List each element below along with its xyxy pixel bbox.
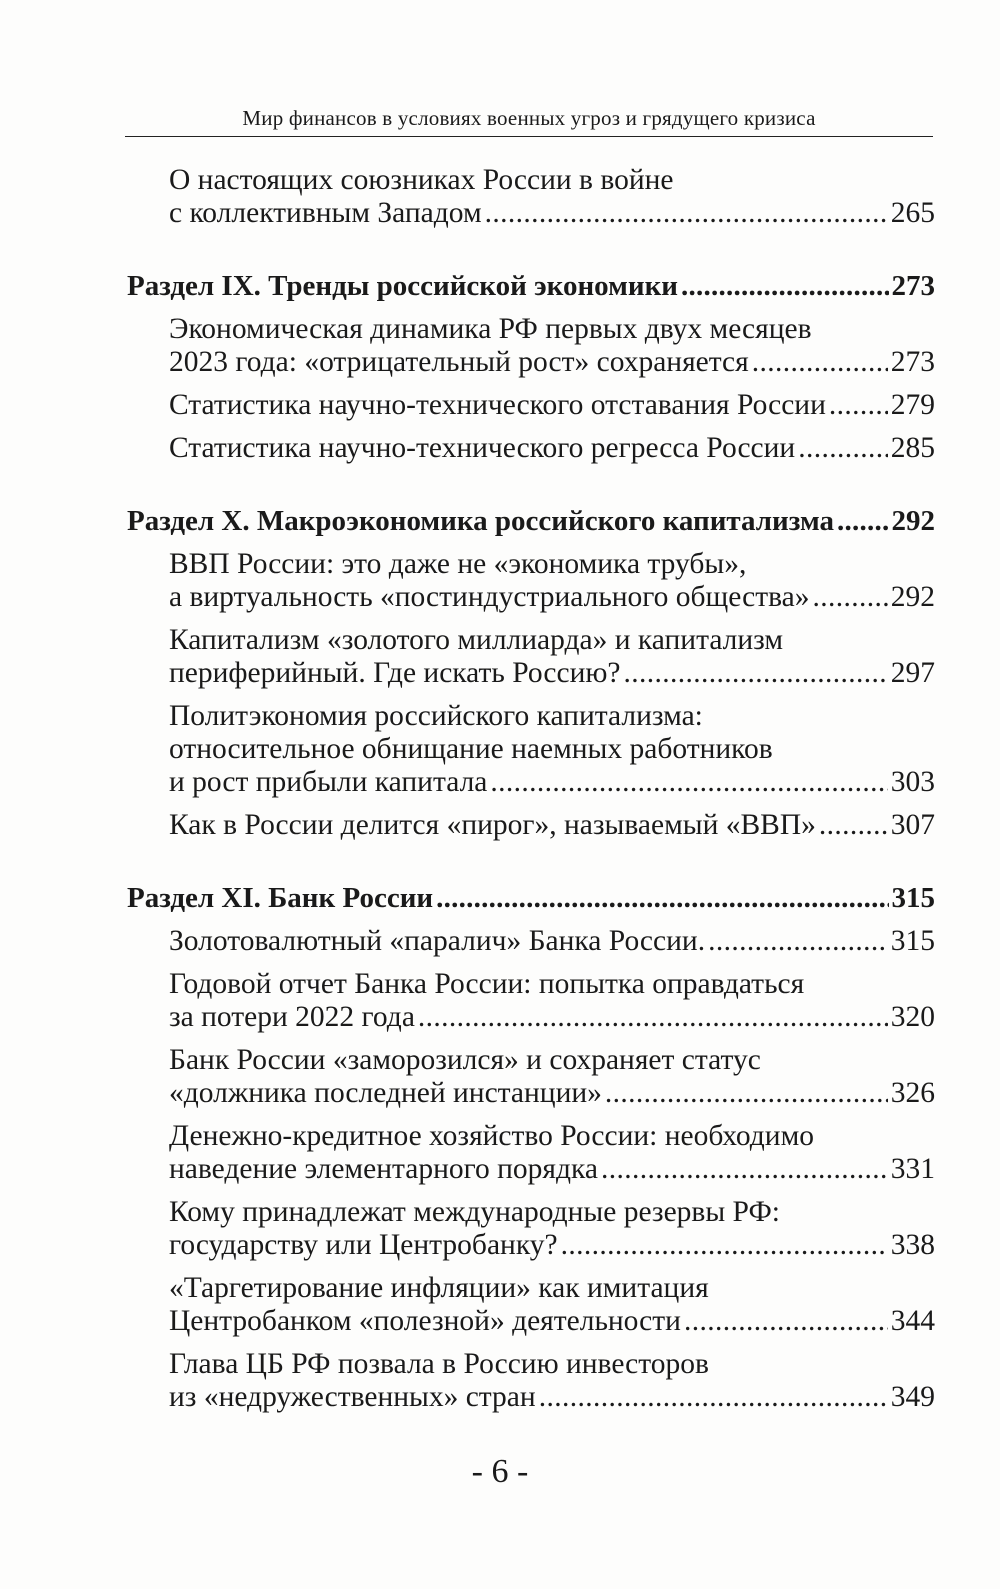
toc-entry-last-line [127,882,935,915]
toc-entry-line: О настоящих союзниках России в войне [169,164,674,196]
dot-leader [752,346,888,379]
toc-entry-title: Статистика научно-технического отставания России [169,389,826,421]
toc-entry [127,1272,935,1338]
toc-entry-title: и рост прибыли капитала [169,766,488,798]
toc-entry-line: ВВП России: это даже не «экономика трубы», [169,548,747,580]
page-number: - 6 - [471,1453,529,1490]
toc-page-number: 265 [890,197,935,229]
toc-entry-title: Раздел XI. Банк России [127,882,434,914]
toc-entry-last-line [169,657,935,690]
dot-leader [418,1001,888,1034]
dot-leader [539,1381,888,1414]
toc-entry-last-line [169,925,935,958]
toc-entry [127,548,935,614]
toc-page-number: 307 [890,809,935,841]
toc-page-number: 297 [890,657,935,689]
toc-entry-last-line [169,809,935,842]
running-head: Мир финансов в условиях военных угроз и грядущего кризиса [242,106,816,130]
toc-entry-line: Банк России «заморозился» и сохраняет статус [169,1044,761,1076]
toc-entry-last-line [169,581,935,614]
toc-entry-line: Экономическая динамика РФ первых двух месяцев [169,313,812,345]
toc-entry-title: государству или Центробанку? [169,1229,558,1261]
dot-leader [436,882,888,915]
toc-section-heading [127,882,935,915]
dot-leader [684,1305,888,1338]
toc-entry-title: Раздел X. Макроэкономика российского капитализма [127,505,835,537]
toc-entry-line: Капитализм «золотого миллиарда» и капитализм [169,624,784,656]
toc-entry-title: Как в России делится «пирог», называемый «ВВП» [169,809,816,841]
toc-page-number: 315 [890,925,935,957]
toc-page-number: 292 [890,581,935,613]
toc-entry [127,1044,935,1110]
header-rule [125,136,933,137]
toc-entry [127,164,935,230]
toc-page-number: 303 [890,766,935,798]
toc-entry [127,389,935,422]
dot-leader [601,1153,888,1186]
toc-entry-last-line [169,766,935,799]
toc-entry [127,432,935,465]
dot-leader [485,197,888,230]
toc-page-number: 331 [890,1153,935,1185]
toc-page-number: 338 [890,1229,935,1261]
dot-leader [561,1229,888,1262]
toc-entry-title: Золотовалютный «паралич» Банка России. [169,925,706,957]
toc-entry-last-line [169,1381,935,1414]
dot-leader [798,432,888,465]
toc-page-number: 326 [890,1077,935,1109]
toc-entry-last-line [127,505,935,538]
toc-page-number: 273 [890,346,935,378]
toc-entry-last-line [169,197,935,230]
toc-page-number: 349 [890,1381,935,1413]
toc-page-number: 320 [890,1001,935,1033]
toc-entry-line: Денежно-кредитное хозяйство России: необходимо [169,1120,815,1152]
dot-leader [837,505,888,538]
toc-entry [127,313,935,379]
toc-entry [127,624,935,690]
toc-page-number: 285 [890,432,935,464]
toc-entry [127,1196,935,1262]
toc-entry-line: относительное обнищание наемных работников [169,733,773,765]
dot-leader [624,657,888,690]
toc-entry-line: Глава ЦБ РФ позвала в Россию инвесторов [169,1348,709,1380]
toc-section-heading [127,505,935,538]
toc-entry [127,809,935,842]
toc-entry-last-line [169,1305,935,1338]
toc-entry-last-line [169,1229,935,1262]
toc-entry-last-line [169,346,935,379]
dot-leader [681,270,889,303]
toc-entry-title: а виртуальность «постиндустриального общества» [169,581,810,613]
toc-entry-title: 2023 года: «отрицательный рост» сохраняется [169,346,749,378]
toc-entry-title: с коллективным Западом [169,197,482,229]
dot-leader [812,581,887,614]
toc-entry-last-line [169,389,935,422]
toc-entry [127,1120,935,1186]
dot-leader [829,389,888,422]
toc-entry-last-line [169,1153,935,1186]
toc-entry-title: наведение элементарного порядка [169,1153,598,1185]
dot-leader [819,809,888,842]
toc-entry-line: Политэкономия российского капитализма: [169,700,703,732]
toc-entry-title: Статистика научно-технического регресса России [169,432,796,464]
toc-entry [127,925,935,958]
toc-page-number: 292 [891,505,935,537]
dot-leader [605,1077,888,1110]
dot-leader [490,766,887,799]
table-of-contents [127,164,935,1424]
toc-page-number: 279 [890,389,935,421]
toc-entry-last-line [169,1077,935,1110]
toc-entry-line: «Таргетирование инфляции» как имитация [169,1272,709,1304]
toc-entry-title: из «недружественных» стран [169,1381,536,1413]
toc-entry-last-line [169,432,935,465]
toc-entry-title: периферийный. Где искать Россию? [169,657,621,689]
dot-leader [708,925,888,958]
toc-page-number: 344 [890,1305,935,1337]
toc-section-heading [127,270,935,303]
toc-entry-line: Кому принадлежат международные резервы РФ: [169,1196,780,1228]
toc-entry-title: Центробанком «полезной» деятельности [169,1305,681,1337]
toc-entry-last-line [169,1001,935,1034]
toc-entry [127,1348,935,1414]
toc-entry-last-line [127,270,935,303]
toc-entry-title: Раздел IX. Тренды российской экономики [127,270,678,302]
toc-entry [127,700,935,799]
toc-entry-line: Годовой отчет Банка России: попытка оправдаться [169,968,805,1000]
toc-page-number: 273 [891,270,935,302]
toc-page-number: 315 [891,882,935,914]
toc-entry-title: «должника последней инстанции» [169,1077,602,1109]
toc-entry [127,968,935,1034]
toc-entry-title: за потери 2022 года [169,1001,415,1033]
